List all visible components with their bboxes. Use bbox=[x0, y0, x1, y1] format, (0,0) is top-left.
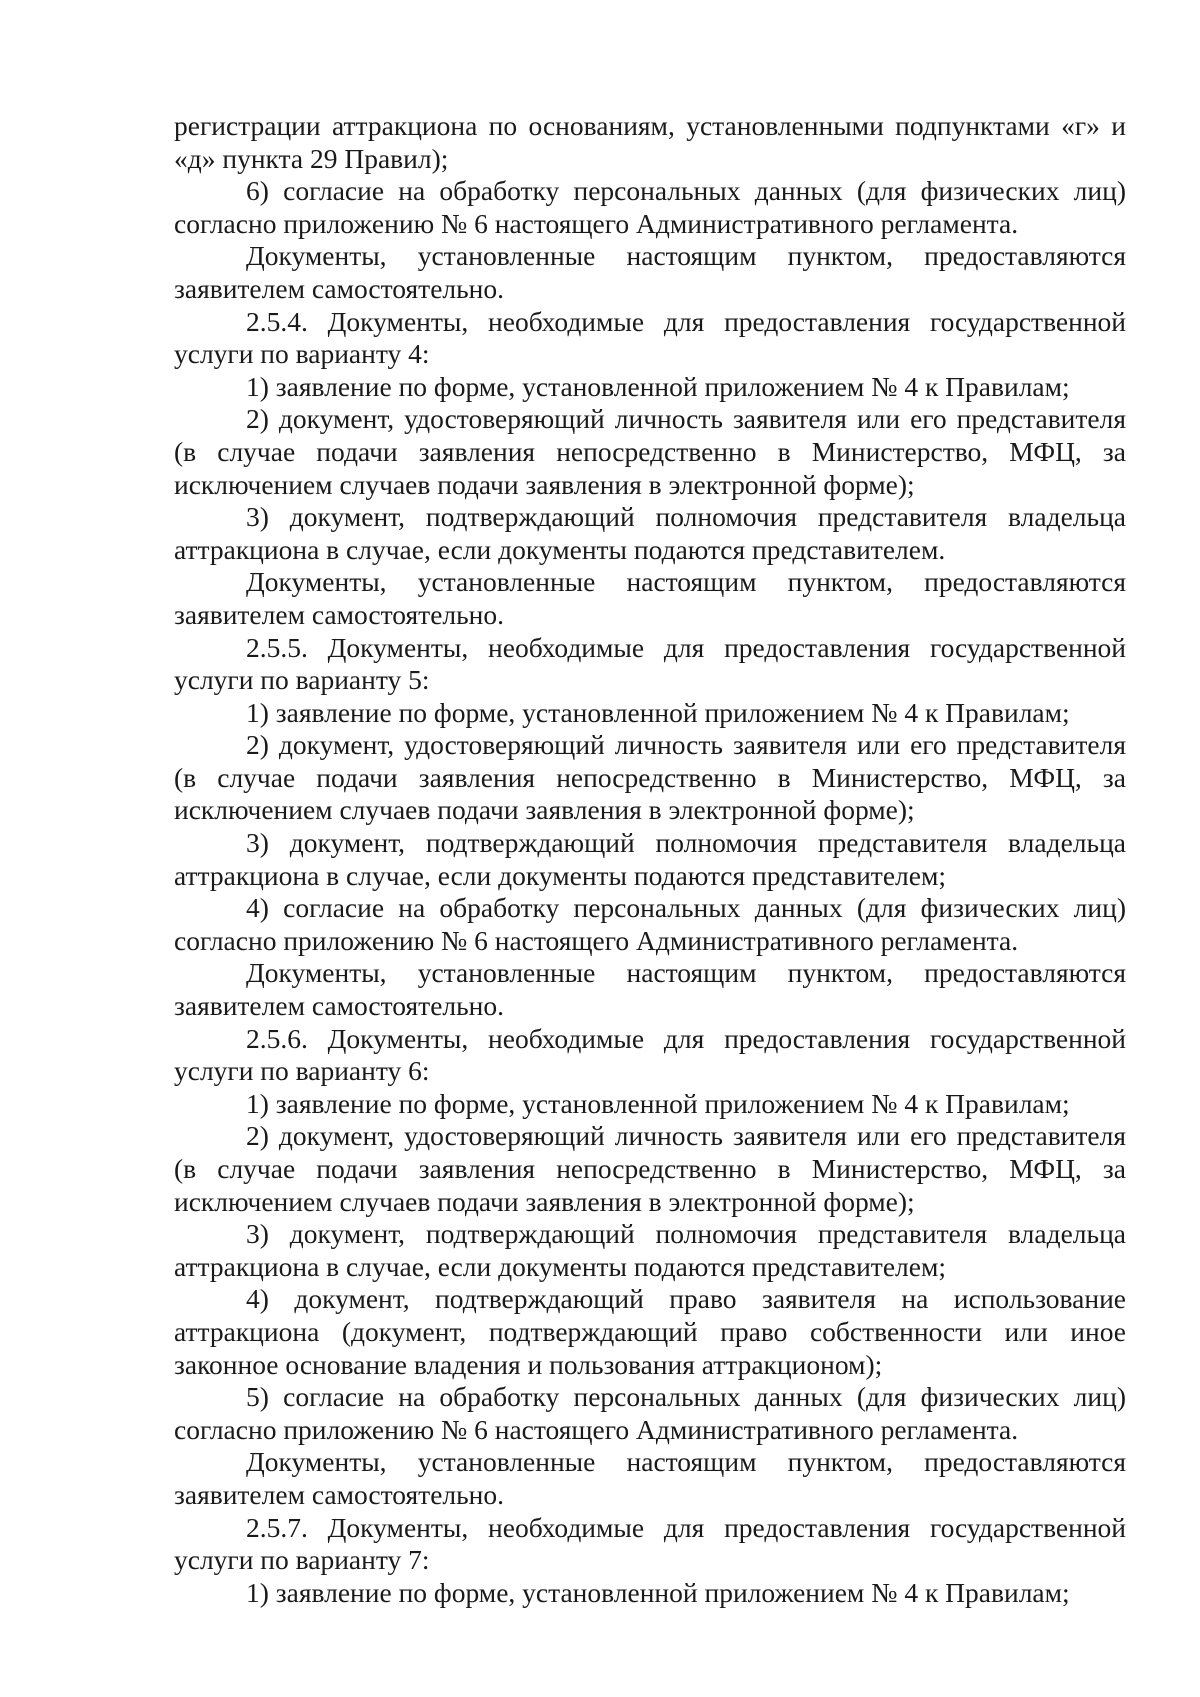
paragraph-item-6-consent: 6) согласие на обработку персональных данных (для физических лиц) согласно приложению № 6 настоящего Административного регламента. bbox=[174, 175, 1126, 239]
paragraph-self-submission-note: Документы, установленные настоящим пунктом, предоставляются заявителем самостоятельно. bbox=[174, 1446, 1126, 1510]
section-2-5-4-heading: 2.5.4. Документы, необходимые для предоставления государственной услуги по варианту 4: bbox=[174, 305, 1126, 370]
list-item: 3) документ, подтверждающий полномочия представителя владельца аттракциона в случае, если документы подаются представителем; bbox=[174, 827, 1126, 891]
section-2-5-5-heading: 2.5.5. Документы, необходимые для предоставления государственной услуги по варианту 5: bbox=[174, 631, 1126, 696]
list-item: 2) документ, удостоверяющий личность заявителя или его представителя (в случае подачи заявления непосредственно в Министерство, МФЦ, за исключением случаев подачи заявления в электронной форме); bbox=[174, 729, 1126, 826]
list-item: 1) заявление по форме, установленной приложением № 4 к Правилам; bbox=[246, 370, 1070, 402]
list-item: 5) согласие на обработку персональных данных (для физических лиц) согласно приложению № 6 настоящего Административного регламента. bbox=[174, 1381, 1126, 1445]
paragraph-self-submission-note: Документы, установленные настоящим пунктом, предоставляются заявителем самостоятельно. bbox=[174, 240, 1126, 304]
paragraph-self-submission-note: Документы, установленные настоящим пунктом, предоставляются заявителем самостоятельно. bbox=[174, 566, 1126, 630]
section-2-5-7-heading: 2.5.7. Документы, необходимые для предоставления государственной услуги по варианту 7: bbox=[174, 1511, 1126, 1576]
list-item: 4) согласие на обработку персональных данных (для физических лиц) согласно приложению № 6 настоящего Административного регламента. bbox=[174, 892, 1126, 956]
list-item: 3) документ, подтверждающий полномочия представителя владельца аттракциона в случае, если документы подаются представителем; bbox=[174, 1218, 1126, 1282]
list-item: 3) документ, подтверждающий полномочия представителя владельца аттракциона в случае, если документы подаются представителем. bbox=[174, 501, 1126, 565]
list-item: 4) документ, подтверждающий право заявителя на использование аттракциона (документ, подтверждающий право собственности или иное законное основание владения и пользования аттракционом); bbox=[174, 1283, 1126, 1380]
list-item: 1) заявление по форме, установленной приложением № 4 к Правилам; bbox=[246, 1087, 1070, 1119]
paragraph-continuation: регистрации аттракциона по основаниям, установленными подпунктами «г» и «д» пункта 29 Правил); bbox=[174, 110, 1126, 174]
section-2-5-6-heading: 2.5.6. Документы, необходимые для предоставления государственной услуги по варианту 6: bbox=[174, 1022, 1126, 1087]
document-page bbox=[174, 110, 1126, 1609]
list-item: 2) документ, удостоверяющий личность заявителя или его представителя (в случае подачи заявления непосредственно в Министерство, МФЦ, за исключением случаев подачи заявления в электронной форме); bbox=[174, 1120, 1126, 1217]
paragraph-self-submission-note: Документы, установленные настоящим пунктом, предоставляются заявителем самостоятельно. bbox=[174, 957, 1126, 1022]
list-item: 2) документ, удостоверяющий личность заявителя или его представителя (в случае подачи заявления непосредственно в Министерство, МФЦ, за исключением случаев подачи заявления в электронной форме); bbox=[174, 403, 1126, 500]
list-item: 1) заявление по форме, установленной приложением № 4 к Правилам; bbox=[246, 696, 1070, 728]
list-item: 1) заявление по форме, установленной приложением № 4 к Правилам; bbox=[246, 1576, 1070, 1608]
